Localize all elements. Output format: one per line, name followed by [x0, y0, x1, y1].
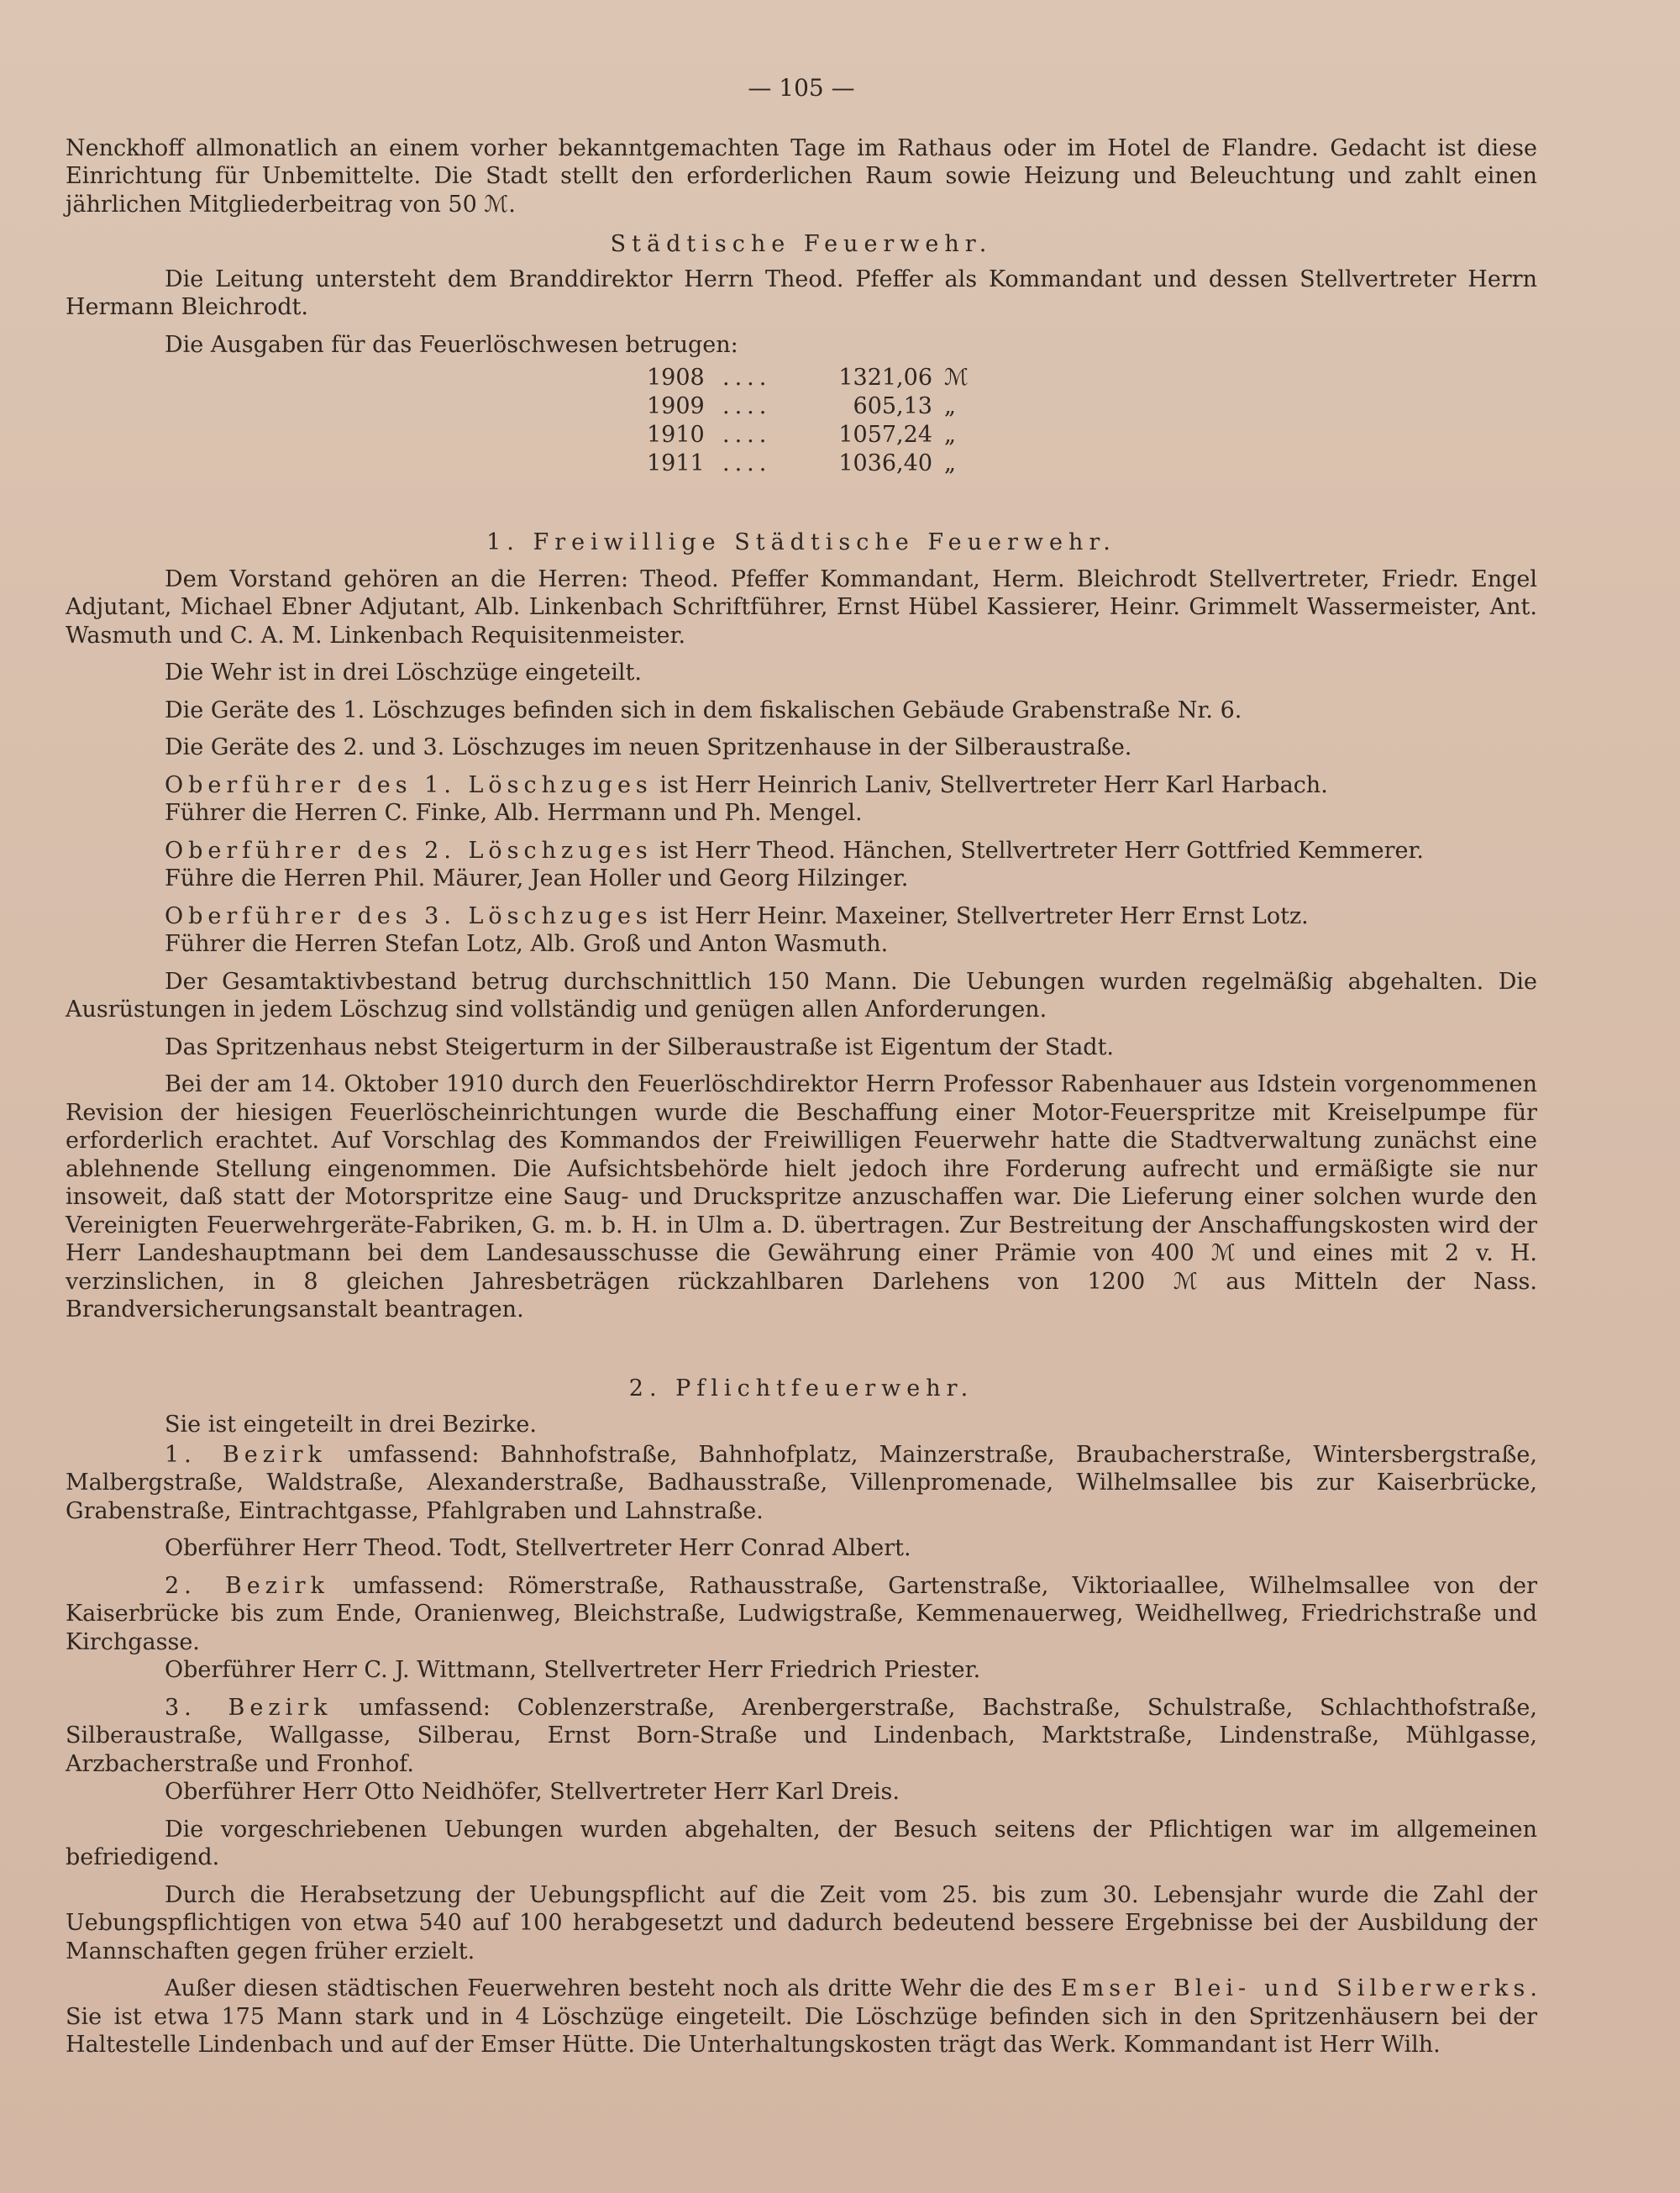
loeschzug-3-lead: Oberführer des 3. Löschzuges	[165, 902, 653, 929]
expense-year: 1908	[647, 365, 705, 391]
section-heading-pflichtfeuerwehr: 2. Pflichtfeuerwehr.	[628, 1375, 974, 1402]
loeschzug-2-fuehrer: Führe die Herren Phil. Mäurer, Jean Holler und Georg Hilzinger.	[165, 865, 909, 891]
bezirk-2-paragraph	[66, 1572, 1537, 1657]
loeschzug-1-lead: Oberführer des 1. Löschzuges	[165, 771, 653, 798]
expenses-row	[647, 421, 1537, 450]
loeschzug-3-block	[66, 902, 1537, 959]
bezirk-3-oberfuehrer: Oberführer Herr Otto Neidhöfer, Stellvertreter Herr Karl Dreis.	[165, 1779, 900, 1805]
expenses-row	[647, 392, 1537, 421]
emser-spaced: Emser Blei- und Silberwerks	[1060, 1975, 1530, 2001]
leitung-paragraph: Die Leitung untersteht dem Branddirektor Herrn Theod. Pfeffer als Kommandant und dessen Stellvertreter Herrn Hermann Bleichrodt.	[66, 266, 1537, 320]
loeschzug-2-rest: ist Herr Theod. Hänchen, Stellvertreter Herr Gottfried Kemmerer.	[652, 837, 1424, 864]
emser-werk-paragraph	[66, 1975, 1537, 2059]
expense-year: 1910	[647, 422, 705, 448]
geraete-1-paragraph: Die Geräte des 1. Löschzuges befinden sich in dem fiskalischen Gebäude Grabenstraße Nr. 6.	[165, 697, 1242, 723]
revision-paragraph: Bei der am 14. Oktober 1910 durch den Feuerlöschdirektor Herrn Professor Rabenhauer aus Idstein vorgenommenen Revision der hiesigen Feuerlöscheinrichtungen wurde die Beschaffung einer Motor-Feuerspritze mit Kreiselpumpe für erforderlich erachtet. Auf Vorschlag des Kommandos der Freiwilligen Feuerwehr hatte die Stadtverwaltung zunächst eine ablehnende Stellung eingenommen. Die Aufsichtsbehörde hielt jedoch ihre Forderung aufrecht und ermäßigte sie nur insoweit, daß statt der Motorspritze eine Saug- und Druckspritze anzuschaffen war. Die Lieferung einer solchen wurde den Vereinigten Feuerwehrgeräte-Fabriken, G. m. b. H. in Ulm a. D. übertragen. Zur Bestreitung der Anschaffungskosten wird der Herr Landeshauptmann bei dem Landesausschusse die Gewährung einer Prämie von 400 ℳ und eines mit 2 v. H. verzinslichen, in 8 gleichen Jahresbeträgen rückzahlbaren Darlehens von 1200 ℳ aus Mitteln der Nass. Brandversicherungsanstalt beantragen.	[66, 1071, 1537, 1323]
emser-rest: . Sie ist etwa 175 Mann stark und in 4 Löschzüge eingeteilt. Die Löschzüge befinden sich in den Spritzenhäusern bei der Haltestelle Lindenbach und auf der Emser Hütte. Die Unterhaltungskosten trägt das Werk. Kommandant ist Herr Wilh.	[66, 1975, 1537, 2058]
expense-dots: ....	[722, 450, 772, 476]
expense-amount: 1057,24	[838, 422, 932, 448]
section-heading-freiwillige-feuerwehr: 1. Freiwillige Städtische Feuerwehr.	[486, 529, 1116, 555]
loeschzug-1-block	[66, 771, 1537, 828]
expense-year: 1911	[647, 450, 705, 476]
loeschzug-3-fuehrer: Führer die Herren Stefan Lotz, Alb. Groß und Anton Wasmuth.	[165, 931, 889, 957]
vorstand-paragraph: Dem Vorstand gehören an die Herren: Theod. Pfeffer Kommandant, Herm. Bleichrodt Stellvertreter, Friedr. Engel Adjutant, Michael Ebner Adjutant, Alb. Linkenbach Schriftführer, Ernst Hübel Kassierer, Heinr. Grimmelt Wassermeister, Ant. Wasmuth und C. A. M. Linkenbach Requisitenmeister.	[66, 565, 1537, 649]
loeschzug-1-rest: ist Herr Heinrich Laniv, Stellvertreter Herr Karl Harbach.	[652, 771, 1328, 798]
herabsetzung-paragraph: Durch die Herabsetzung der Uebungspflicht auf die Zeit vom 25. bis zum 30. Lebensjahr wurde die Zahl der Uebungspflichtigen von etwa 540 auf 100 herabgesetzt und dadurch bedeutend bessere Ergebnisse bei der Ausbildung der Mannschaften gegen früher erzielt.	[66, 1881, 1537, 1964]
bezirk-3-paragraph	[66, 1694, 1537, 1779]
bezirk-1-oberfuehrer: Oberführer Herr Theod. Todt, Stellvertreter Herr Conrad Albert.	[165, 1535, 911, 1561]
einteilung-paragraph: Die Wehr ist in drei Löschzüge eingeteilt.	[165, 660, 642, 686]
expenses-row	[647, 450, 1537, 478]
expense-dots: ....	[722, 393, 772, 419]
intro-paragraph: Nenckhoff allmonatlich an einem vorher bekanntgemachten Tage im Rathaus oder im Hotel de Flandre. Gedacht ist diese Einrichtung für Unbemittelte. Die Stadt stellt den erforderlichen Raum sowie Heizung und Beleuchtung und zahlt einen jährlichen Mitgliederbeitrag von 50 ℳ.	[66, 134, 1537, 218]
loeschzug-3-rest: ist Herr Heinr. Maxeiner, Stellvertreter Herr Ernst Lotz.	[652, 902, 1309, 929]
page-content	[66, 74, 1537, 2069]
spritzenhaus-paragraph: Das Spritzenhaus nebst Steigerturm in der Silberaustraße ist Eigentum der Stadt.	[165, 1033, 1115, 1060]
section-heading-staedtische-feuerwehr: Städtische Feuerwehr.	[610, 231, 993, 257]
loeschzug-1-oberfuehrer	[66, 771, 1537, 800]
loeschzug-2-oberfuehrer	[66, 837, 1537, 865]
uebungen-paragraph: Die vorgeschriebenen Uebungen wurden abgehalten, der Besuch seitens der Pflichtigen war im allgemeinen befriedigend.	[66, 1816, 1537, 1870]
expense-amount: 1036,40	[838, 450, 932, 476]
ausgaben-intro: Die Ausgaben für das Feuerlöschwesen betrugen:	[165, 331, 738, 358]
expenses-row	[647, 364, 1537, 392]
expense-amount: 1321,06	[838, 365, 932, 391]
bezirk-1-paragraph	[66, 1441, 1537, 1526]
page-number: — 105 —	[748, 74, 855, 102]
geraete-2-3-paragraph: Die Geräte des 2. und 3. Löschzuges im neuen Spritzenhause in der Silberaustraße.	[165, 734, 1132, 760]
emser-pre: Außer diesen städtischen Feuerwehren besteht noch als dritte Wehr die des	[165, 1975, 1061, 2001]
loeschzug-2-lead: Oberführer des 2. Löschzuges	[165, 837, 653, 864]
expenses-table	[66, 364, 1537, 478]
bezirk-2-lead: 2. Bezirk	[165, 1572, 329, 1599]
bezirk-1-rest: umfassend: Bahnhofstraße, Bahnhofplatz, Mainzerstraße, Braubacherstraße, Wintersbergstraße, Malbergstraße, Waldstraße, Alexanderstraße, Badhausstraße, Villenpromenade, Wilhelmsallee bis zur Kaiserbrücke, Grabenstraße, Eintrachtgasse, Pfahlgraben und Lahnstraße.	[66, 1441, 1537, 1524]
bezirk-1-lead: 1. Bezirk	[165, 1441, 327, 1468]
bezirk-3-rest: umfassend: Coblenzerstraße, Arenbergerstraße, Bachstraße, Schulstraße, Schlachthofstraße, Silberaustraße, Wallgasse, Silberau, Ernst Born-Straße und Lindenbach, Marktstraße, Lindenstraße, Mühlgasse, Arzbacherstraße und Fronhof.	[66, 1694, 1537, 1777]
loeschzug-1-fuehrer: Führer die Herren C. Finke, Alb. Herrmann und Ph. Mengel.	[165, 800, 863, 826]
expense-unit: „	[944, 450, 956, 476]
bezirke-einteilung: Sie ist eingeteilt in drei Bezirke.	[165, 1412, 537, 1438]
loeschzug-3-oberfuehrer	[66, 902, 1537, 931]
expense-year: 1909	[647, 393, 705, 419]
bezirk-2-oberfuehrer: Oberführer Herr C. J. Wittmann, Stellvertreter Herr Friedrich Priester.	[165, 1657, 981, 1683]
expense-unit: „	[944, 393, 956, 419]
expense-unit: „	[944, 422, 956, 448]
bestand-paragraph: Der Gesamtaktivbestand betrug durchschnittlich 150 Mann. Die Uebungen wurden regelmäßig abgehalten. Die Ausrüstungen in jedem Löschzug sind vollständig und genügen allen Anforderungen.	[66, 968, 1537, 1023]
loeschzug-2-block	[66, 837, 1537, 893]
bezirk-3-lead: 3. Bezirk	[165, 1694, 333, 1721]
expense-amount: 605,13	[853, 393, 932, 419]
expense-dots: ....	[722, 422, 772, 448]
expense-dots: ....	[722, 365, 772, 391]
expense-unit: ℳ	[944, 365, 969, 391]
bezirk-2-rest: umfassend: Römerstraße, Rathausstraße, Gartenstraße, Viktoriaallee, Wilhelmsallee von der Kaiserbrücke bis zum Ende, Oranienweg, Bleichstraße, Ludwigstraße, Kemmenauerweg, Weidhellweg, Friedrichstraße und Kirchgasse.	[66, 1572, 1538, 1655]
